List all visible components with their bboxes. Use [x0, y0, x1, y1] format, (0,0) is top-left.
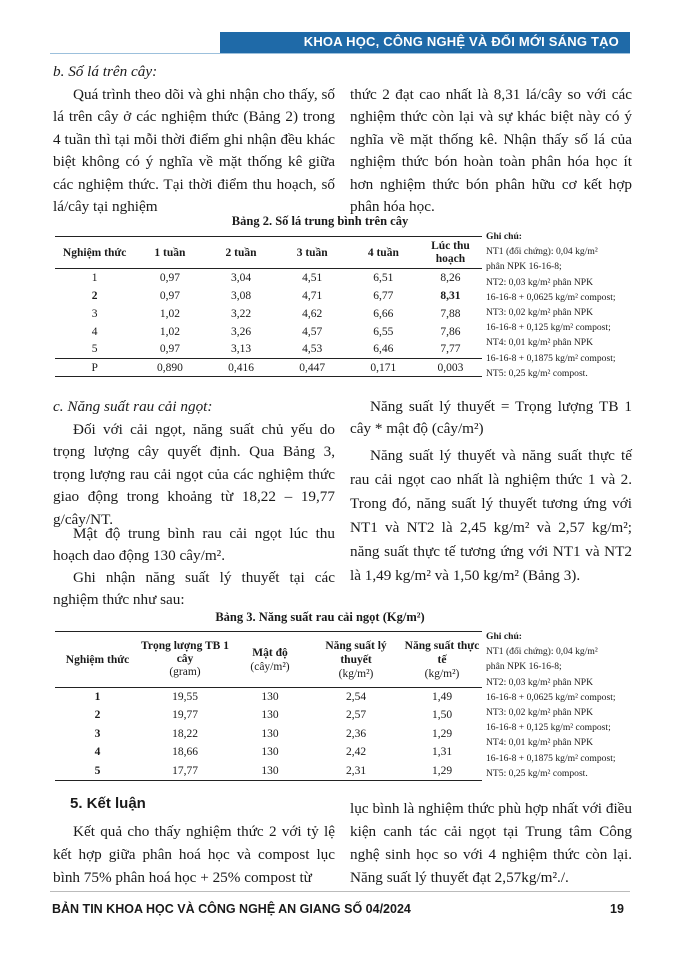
table-row [55, 323, 482, 341]
table-cell: 1,02 [159, 307, 180, 320]
table-cell: 3 [94, 727, 101, 740]
note-line: NT1 (đối chứng): 0,04 kg/m² [486, 646, 598, 658]
note-line: NT4: 0,01 kg/m² phân NPK [486, 337, 594, 349]
table-cell: 5 [94, 764, 101, 777]
section-b-heading: b. Số lá trên cây: [53, 63, 158, 80]
table-cell: 1,29 [431, 727, 453, 740]
table-cell: 4,57 [302, 325, 323, 338]
note-line: 16-16-8 + 0,125 kg/m² compost; [486, 722, 611, 734]
table3 [55, 631, 482, 781]
table-cell: 7,77 [440, 343, 461, 356]
table-row [55, 287, 482, 305]
table2-header-cell: Lúc thu hoạch [431, 239, 470, 265]
table-cell: 0,447 [299, 361, 326, 374]
table3-header-cell: Mật độ (cây/m²) [250, 646, 290, 673]
table2-caption: Bảng 2. Số lá trung bình trên cây [231, 214, 409, 228]
table2-header-cell: 2 tuần [225, 246, 257, 259]
table-cell: 1 [91, 271, 98, 284]
table2-notes [486, 229, 636, 381]
section-c-left-paragraph-3: Ghi nhận năng suất lý thuyết tại các nghiệm thức như sau: [53, 569, 335, 609]
table-cell: 7,86 [440, 325, 461, 338]
table-cell: 2,36 [345, 727, 367, 740]
table-cell: 1,31 [431, 746, 453, 759]
header-title: KHOA HỌC, CÔNG NGHỆ VÀ ĐỔI MỚI SÁNG TẠO [303, 34, 619, 49]
table2-header-cell: 1 tuần [154, 246, 186, 259]
note-line: phân NPK 16-16-8; [486, 261, 562, 273]
section-5-heading: 5. Kết luận [70, 795, 146, 812]
table-row [55, 743, 482, 762]
section-c-heading: c. Năng suất rau cải ngọt: [53, 398, 213, 415]
table-cell: 3,13 [230, 343, 252, 356]
table-cell: 3,26 [230, 325, 252, 338]
table-cell: 17,77 [172, 764, 198, 777]
footer-title: BẢN TIN KHOA HỌC VÀ CÔNG NGHỆ AN GIANG SỐ 04/2024 [52, 902, 411, 916]
table-row [55, 341, 482, 359]
table-cell: 5 [91, 343, 98, 356]
table3-notes [486, 629, 636, 781]
header-divider [50, 53, 630, 54]
note-line: NT3: 0,02 kg/m² phân NPK [486, 707, 594, 719]
table-cell: 0,171 [370, 361, 397, 374]
table-cell: P [91, 361, 98, 374]
table-cell: 1,50 [431, 709, 453, 722]
table-cell: 7,88 [440, 307, 461, 320]
section-c-formula: Năng suất lý thuyết = Trọng lượng TB 1 cây * mật độ (cây/m²) [350, 398, 632, 438]
table-cell: 4 [94, 746, 101, 759]
table-cell: 6,46 [373, 343, 394, 356]
table-cell: 0,97 [159, 289, 180, 302]
page-number: 19 [610, 902, 624, 916]
note-line: 16-16-8 + 0,1875 kg/m² compost; [486, 352, 616, 364]
table-cell: 0,890 [156, 361, 183, 374]
table-cell: 3,22 [230, 307, 252, 320]
table-cell: 2 [94, 709, 101, 722]
note-line: NT3: 0,02 kg/m² phân NPK [486, 307, 594, 319]
note-line: phân NPK 16-16-8; [486, 661, 562, 673]
table-row [55, 762, 482, 781]
note-line: NT2: 0,03 kg/m² phân NPK [486, 276, 594, 288]
table2-header-row [55, 237, 482, 269]
table-cell: 1,02 [159, 325, 180, 338]
table-cell: 4,51 [302, 271, 323, 284]
table-cell: 0,416 [228, 361, 254, 374]
table-cell: 3 [91, 307, 98, 320]
note-line: 16-16-8 + 0,125 kg/m² compost; [486, 322, 611, 334]
notes-title: Ghi chú: [486, 231, 522, 242]
table-cell: 130 [261, 709, 279, 722]
table-cell: 1,49 [431, 691, 453, 703]
table-cell: 8,31 [440, 289, 461, 302]
table2-header-cell: 4 tuần [367, 246, 399, 259]
table-row [55, 359, 482, 377]
table3-header-row [55, 632, 482, 688]
table-cell: 6,77 [373, 289, 394, 302]
table3-caption: Bảng 3. Năng suất rau cải ngọt (Kg/m²) [215, 610, 425, 624]
table-cell: 2,57 [345, 709, 367, 722]
section-b-right-paragraph: thức 2 đạt cao nhất là 8,31 lá/cây so với các nghiệm thức còn lại và sự khác biệt này có ý nghĩa về mặt thống kê. Nhận thấy số lá của nghiệm thức bón hoàn toàn phân hóa học ít hơn nghiệm thức bón phân hữu cơ kết hợp phân hóa học. [350, 86, 632, 216]
notes-title: Ghi chú: [486, 631, 522, 642]
section-5-right-paragraph: lục bình là nghiệm thức phù hợp nhất với điều kiện canh tác cải ngọt tại Trung tâm Công nghệ sinh học so với 4 nghiệm thức còn lại. Năng suất lý thuyết đạt 2,57kg/m²./. [350, 800, 632, 886]
table-cell: 130 [261, 691, 279, 703]
table-cell: 3,04 [230, 271, 252, 284]
section-c-left-paragraph-2: Mật độ trung bình rau cải ngọt lúc thu hoạch dao động 130 cây/m². [53, 525, 335, 565]
table-cell: 3,08 [230, 289, 252, 302]
table-cell: 130 [261, 746, 279, 759]
table3-header-cell: Nghiệm thức [65, 653, 130, 666]
table3-header-cell: Năng suất thực tế (kg/m²) [404, 639, 480, 680]
note-line: NT2: 0,03 kg/m² phân NPK [486, 676, 594, 688]
table-cell: 4 [91, 325, 98, 338]
footer-divider [50, 891, 630, 892]
section-c-right-paragraph: Năng suất lý thuyết và năng suất thực tế rau cải ngọt cao nhất là nghiệm thức 1 và 2. Trong đó, năng suất lý thuyết tương ứng với NT1 và NT2 là 2,45 kg/m² và 2,57 kg/m²; năng suất thực tế tương ứng với NT1 và NT2 là 1,49 kg/m² và 1,50 kg/m² (Bảng 3). [350, 447, 632, 584]
table2-header-cell: Nghiệm thức [62, 246, 127, 259]
table-cell: 8,26 [440, 271, 461, 284]
table2 [55, 236, 482, 377]
table-row [55, 688, 482, 707]
table-row [55, 269, 482, 287]
section-c-left-paragraph-1: Đối với cải ngọt, năng suất chủ yếu do trọng lượng cây quyết định. Qua Bảng 3, trọng lượng rau cải ngọt của các nghiệm thức giao động trong khoảng từ 18,22 – 19,77 g/cây/NT. [53, 421, 335, 528]
note-line: NT5: 0,25 kg/m² compost. [486, 367, 588, 379]
note-line: NT1 (đối chứng): 0,04 kg/m² [486, 246, 598, 258]
note-line: 16-16-8 + 0,1875 kg/m² compost; [486, 752, 616, 764]
table-row [55, 706, 482, 725]
table-cell: 0,97 [159, 271, 180, 284]
table-cell: 18,66 [172, 746, 198, 759]
table-cell: 0,003 [437, 361, 464, 374]
table-row [55, 305, 482, 323]
table-cell: 2,31 [345, 764, 367, 777]
table-cell: 18,22 [172, 727, 198, 740]
section-5-left-paragraph: Kết quả cho thấy nghiệm thức 2 với tỷ lệ kết hợp giữa phân hoá học và compost lục bình 75% phân hoá học + 25% compost từ [53, 823, 335, 886]
table-cell: 4,62 [302, 307, 323, 320]
table-cell: 19,55 [172, 691, 198, 703]
table-cell: 6,55 [373, 325, 394, 338]
table-row [55, 725, 482, 744]
table-cell: 0,97 [159, 343, 180, 356]
note-line: NT5: 0,25 kg/m² compost. [486, 767, 588, 779]
table-cell: 6,51 [373, 271, 394, 284]
table-cell: 130 [261, 727, 279, 740]
table3-header-cell: Trọng lượng TB 1 cây (gram) [141, 640, 229, 678]
table-cell: 2,42 [345, 746, 367, 759]
table-cell: 4,53 [302, 343, 323, 356]
table-cell: 1,29 [431, 764, 453, 777]
note-line: 16-16-8 + 0,0625 kg/m² compost; [486, 291, 616, 303]
table-cell: 2 [91, 289, 98, 302]
table-cell: 6,66 [373, 307, 394, 320]
table3-header-cell: Năng suất lý thuyết (kg/m²) [325, 639, 387, 680]
table-cell: 1 [94, 691, 101, 703]
note-line: NT4: 0,01 kg/m² phân NPK [486, 737, 594, 749]
table-cell: 19,77 [172, 709, 198, 722]
note-line: 16-16-8 + 0,0625 kg/m² compost; [486, 691, 616, 703]
table-cell: 4,71 [302, 289, 323, 302]
table-cell: 2,54 [345, 691, 367, 703]
section-b-left-paragraph: Quá trình theo dõi và ghi nhận cho thấy, số lá trên cây ở các nghiệm thức (Bảng 2) trong 4 tuần thì tại mỗi thời điểm ghi nhận đều khác biệt không có ý nghĩa về mặt thống kê giữa các nghiệm thức. Tại thời điểm thu hoạch, số lá/cây tại nghiệm [53, 86, 335, 216]
table-cell: 130 [261, 764, 279, 777]
table2-header-cell: 3 tuần [296, 246, 328, 259]
